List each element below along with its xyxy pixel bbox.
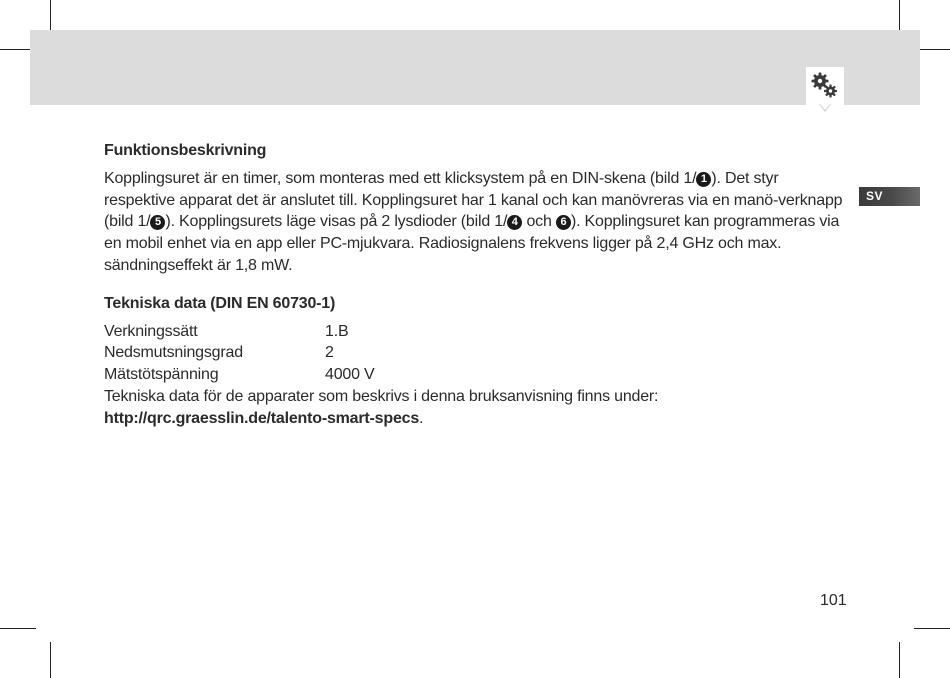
paragraph-text: ). Kopplingsurets läge visas på 2 lysdioder (bild 1/ <box>165 213 508 231</box>
spec-label: Nedsmutsningsgrad <box>104 344 243 362</box>
spec-label: Verkningssätt <box>104 322 198 340</box>
document-body <box>104 140 849 430</box>
paragraph-text: ). Kopplingsuret kan programmeras via en mobil enhet via en app eller PC-mjukvara. Radiosignalens frekvens ligger på 2,4 GHz och max. sändningseffekt är 1,8 mW. <box>104 213 840 274</box>
language-tab: SV <box>859 187 920 206</box>
link-suffix: . <box>419 409 424 427</box>
crop-mark <box>50 642 51 678</box>
specs-link[interactable]: http://qrc.graesslin.de/talento-smart-specs <box>104 409 420 427</box>
section-heading-functions: Funktionsbeskrivning <box>104 142 267 159</box>
header-tab-pointer-inner <box>820 104 830 110</box>
figure-callout-5: 5 <box>150 215 165 230</box>
functions-paragraph <box>104 168 849 277</box>
crop-mark <box>914 628 950 629</box>
spec-value: 4000 V <box>325 366 375 384</box>
spacer <box>104 277 849 293</box>
spec-value: 1.B <box>325 322 349 340</box>
figure-callout-4: 4 <box>507 215 522 230</box>
specs-link-line <box>104 408 849 430</box>
figure-callout-1: 1 <box>696 172 711 187</box>
page-number: 101 <box>820 592 847 609</box>
section-heading-technical: Tekniska data (DIN EN 60730-1) <box>104 294 336 312</box>
header-band <box>30 30 920 105</box>
spec-row <box>104 342 849 364</box>
crop-mark <box>899 642 900 678</box>
spec-value: 2 <box>325 344 334 362</box>
spec-row <box>104 364 849 386</box>
crop-mark <box>0 628 36 629</box>
header-tab <box>806 67 844 105</box>
figure-callout-6: 6 <box>556 215 571 230</box>
paragraph-text: Kopplingsuret är en timer, som monteras med ett klicksystem på en DIN-skena (bild 1/ <box>104 169 697 187</box>
paragraph-text: ). Det styr respektive apparat det är anslutet till. Kopplingsuret har 1 kanal och kan manövreras via en manö-verknapp (bild 1/ <box>104 169 843 231</box>
paragraph-text: och <box>522 213 556 231</box>
spec-label: Mätstötspänning <box>104 366 219 384</box>
spec-row <box>104 321 849 343</box>
technical-note: Tekniska data för de apparater som beskrivs i denna bruksanvisning finns under: <box>104 387 659 405</box>
